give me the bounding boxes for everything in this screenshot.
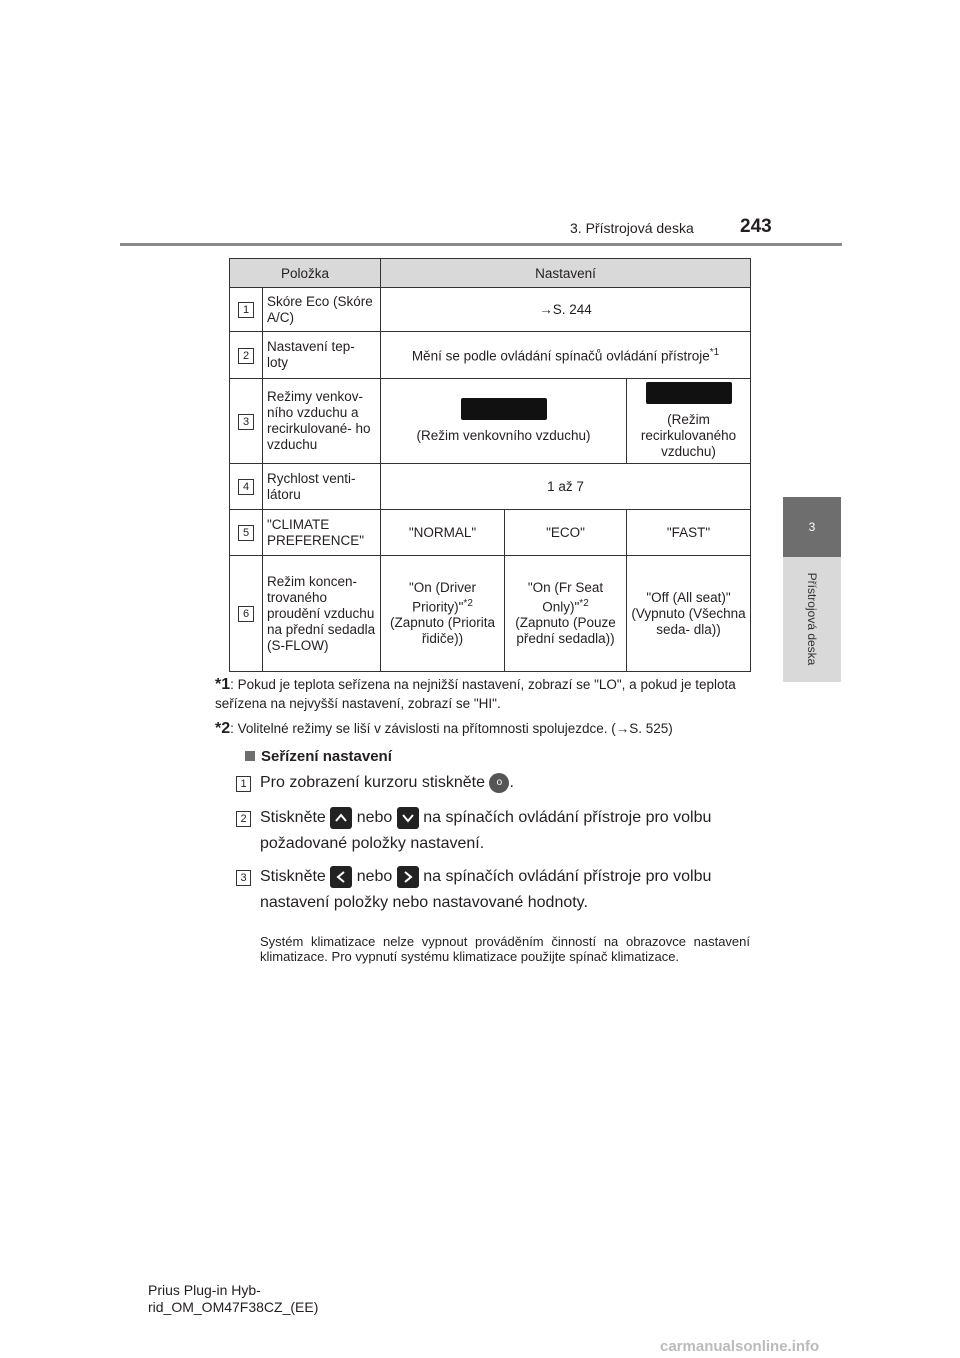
row-number: 2 <box>238 348 254 364</box>
row-value: 1 až 7 <box>381 464 751 510</box>
row-value: "Off (All seat)" <box>646 589 731 605</box>
footer: Prius Plug-in Hyb- rid_OM_OM47F38CZ_(EE) <box>148 1282 319 1315</box>
header-setting: Nastavení <box>381 259 751 288</box>
header-divider <box>120 243 842 246</box>
row-item: Skóre Eco (Skóre A/C) <box>263 288 381 332</box>
row-item: "CLIMATE PREFERENCE" <box>263 510 381 556</box>
row-item: Režimy venkov- ního vzduchu a recirkulované- ho vzduchu <box>263 379 381 464</box>
step-number: 1 <box>236 776 251 792</box>
row-number: 1 <box>238 302 254 318</box>
row-value: "ECO" <box>505 510 627 556</box>
chapter-tab-number: 3 <box>783 497 841 557</box>
up-arrow-icon <box>330 807 352 829</box>
row-value-cz: (Vypnuto (Všechna seda- dla)) <box>631 605 746 637</box>
row-item: Nastavení tep- loty <box>263 332 381 379</box>
footnote-ref: *1 <box>709 347 720 359</box>
step-number: 2 <box>236 811 251 827</box>
row-value: "NORMAL" <box>381 510 505 556</box>
footnote-1: *1: Pokud je teplota seřízena na nejnižší nastavení, zobrazí se "LO", a pokud je teplota seřízena na nejvyšší nastavení, zobrazí se "HI". <box>215 676 736 711</box>
row-item: Režim koncen- trovaného proudění vzduchu na přední sedadla (S-FLOW) <box>263 556 381 672</box>
table-header-row <box>230 259 751 288</box>
row-item: Rychlost venti- látoru <box>263 464 381 510</box>
recirculation-label: (Režim recirkulovaného vzduchu) <box>640 412 737 459</box>
row-value: Mění se podle ovládání spínačů ovládání přístroje$^{*1}$ <box>381 332 751 379</box>
row-number: 4 <box>238 479 254 495</box>
header-item: Položka <box>230 259 381 288</box>
step-3: Stiskněte nebo na spínačích ovládání přístroje pro volbu nastavení položky nebo nastavované hodnoty. <box>260 864 750 916</box>
watermark: carmanualsonline.info <box>660 1338 820 1355</box>
row-number: 6 <box>238 606 254 622</box>
table-row <box>230 510 751 556</box>
table-row <box>230 379 751 464</box>
info-text: Systém klimatizace nelze vypnout prováděním činností na obrazovce nastavení klimatizace. Pro vypnutí systému klimatizace použijte spínač klimatizace. <box>260 934 750 964</box>
row-value: →S. 244 <box>381 288 751 332</box>
row-value-cz: (Zapnuto (Pouze přední sedadla)) <box>515 615 616 647</box>
display-button-icon: o <box>489 773 509 793</box>
chapter-title: 3. Přístrojová deska <box>570 220 694 236</box>
row-value-cz: (Zapnuto (Priorita řidiče)) <box>389 615 496 647</box>
settings-table <box>229 258 751 672</box>
row-value: "On (Fr Seat Only)"$^{*2}$ <box>527 579 604 615</box>
step-1: Pro zobrazení kurzoru stiskněte o . <box>260 774 514 791</box>
chapter-tab-label: Přístrojová deska <box>805 572 819 666</box>
table-row <box>230 332 751 379</box>
right-arrow-icon <box>397 866 419 888</box>
row-value: "On (Driver Priority)"$^{*2}$ <box>408 579 477 615</box>
section-title: Seřízení nastavení <box>245 748 392 765</box>
bullet-square <box>245 751 255 761</box>
footnote-2: *2: Volitelné režimy se liší v závislosti na přítomnosti spolujezdce. (→S. 525) <box>215 720 673 737</box>
table-row <box>230 288 751 332</box>
step-2: Stiskněte nebo na spínačích ovládání přístroje pro volbu požadované položky nastavení. <box>260 805 750 857</box>
row-value: "FAST" <box>627 510 751 556</box>
row-number: 3 <box>238 414 254 430</box>
row-number: 5 <box>238 525 254 541</box>
outside-air-label: (Režim venkovního vzduchu) <box>416 428 591 443</box>
left-arrow-icon <box>330 866 352 888</box>
recirculation-icon <box>646 382 732 404</box>
step-number: 3 <box>236 870 251 886</box>
outside-air-icon <box>461 398 547 420</box>
table-row <box>230 464 751 510</box>
down-arrow-icon <box>397 807 419 829</box>
page-number: 243 <box>740 216 772 237</box>
table-row <box>230 556 751 672</box>
